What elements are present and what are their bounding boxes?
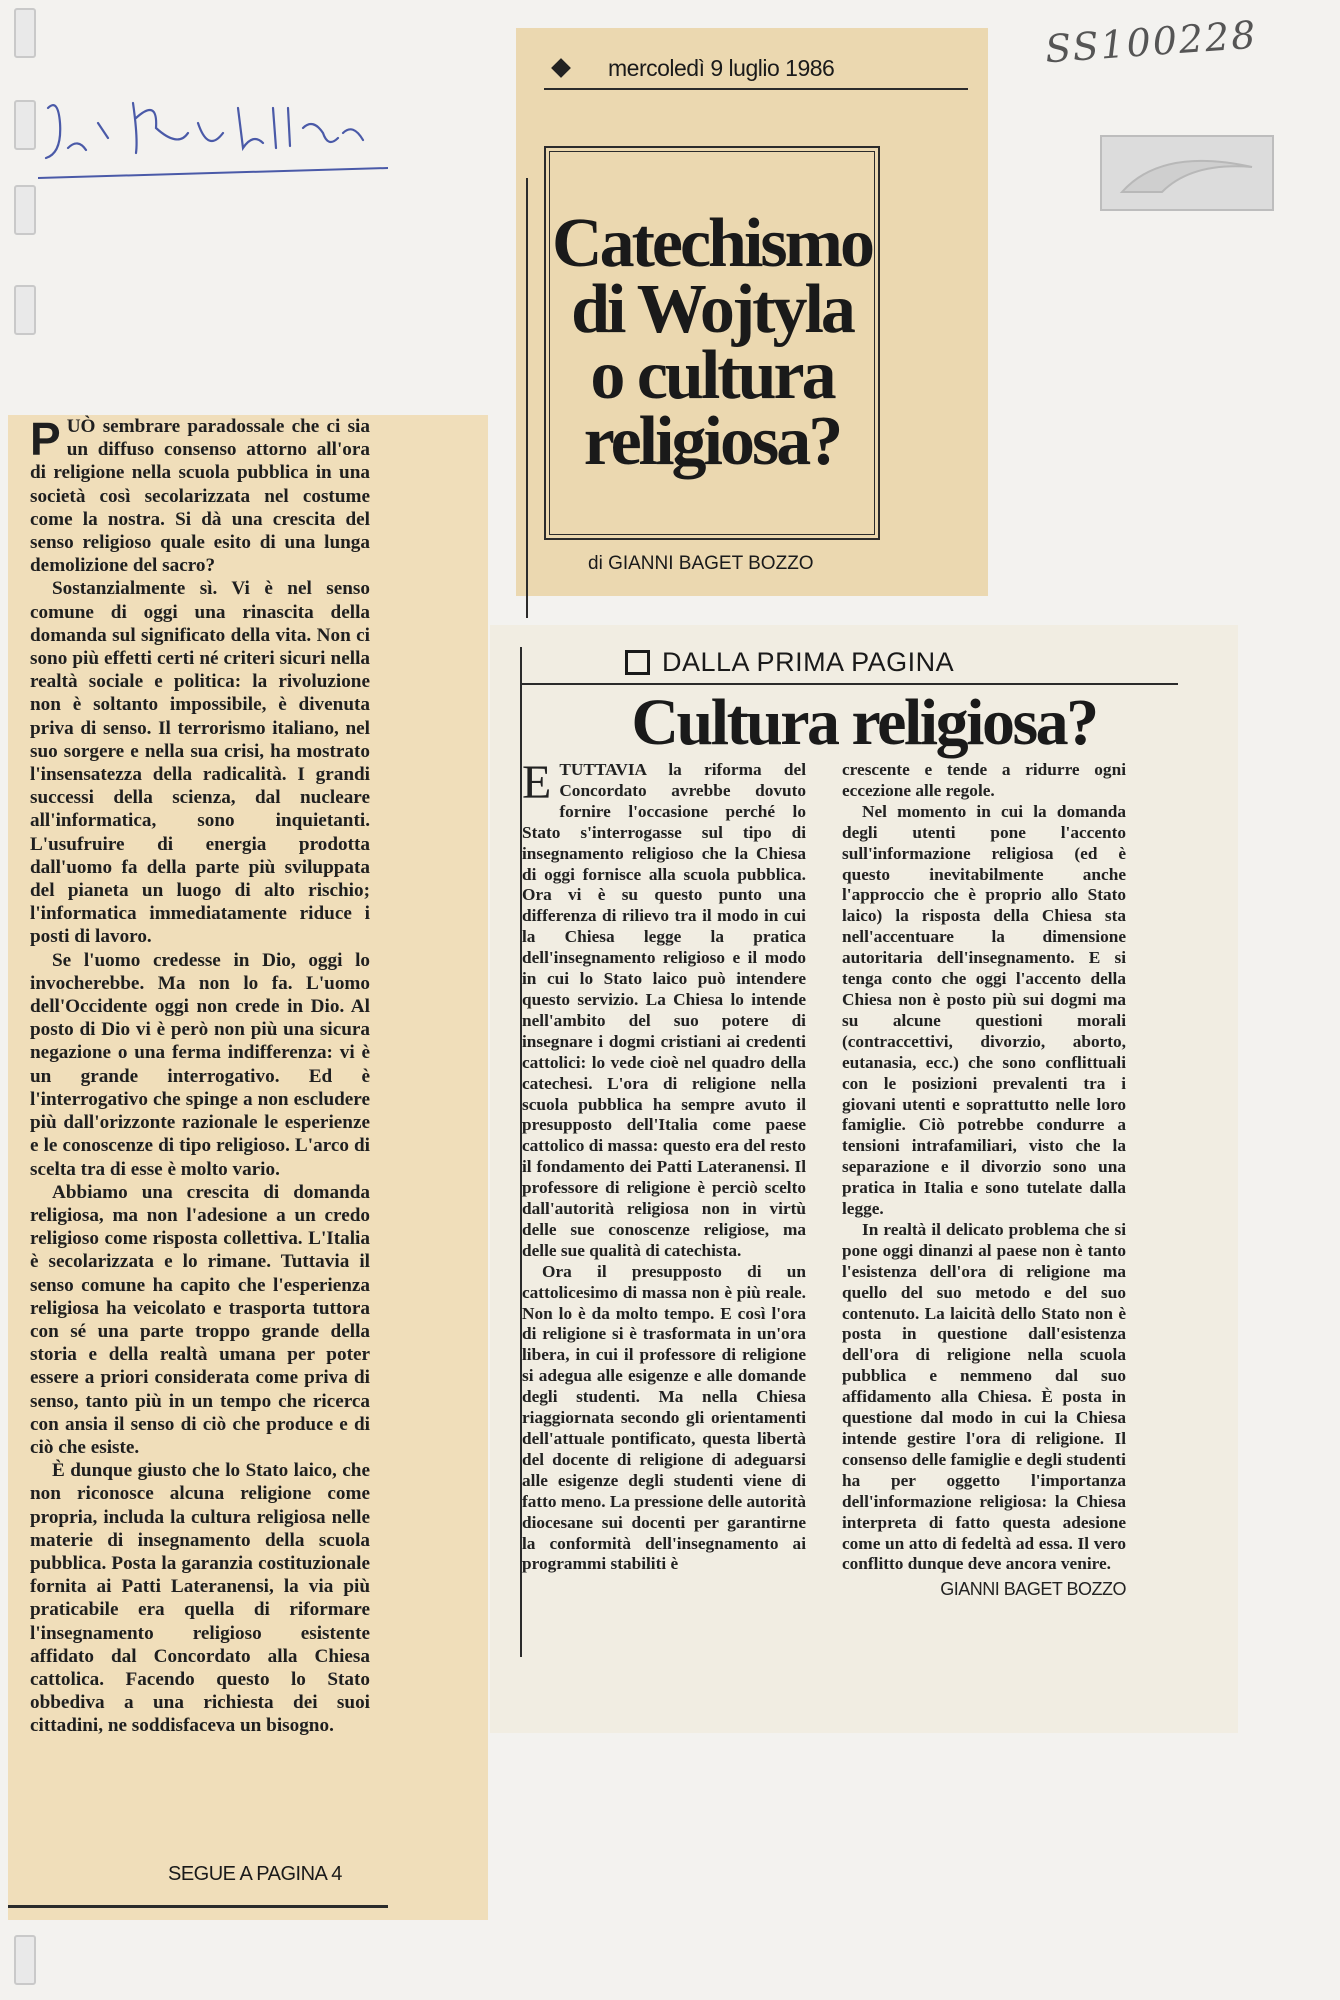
column-rule [526, 178, 528, 618]
bottom-rule [8, 1905, 388, 1908]
checkbox-icon [625, 650, 650, 675]
byline: di GIANNI BAGET BOZZO [588, 553, 814, 574]
paragraph: ETUTTAVIA la riforma del Concordato avrebbe dovuto fornire l'occasione perché lo Stato s'interrogasse sul tipo di insegnamento religioso che la Chiesa di oggi fornisce alla scuola pubblica. Ora vi è su questo punto una differenza di rilievo tra il modo in cui la Chiesa legge la pratica dell'insegnamento religioso e il modo in cui lo Stato laico può intendere questo servizio. La Chiesa lo intende nell'ambito del suo potere di insegnare i dogmi cristiani ai credenti cattolici: lo vede cioè nel quadro della catechesi. L'ora di religione nella scuola pubblica ha sempre avuto il presupposto dell'Italia come paese cattolico di massa: questo era del resto il fondamento dei Patti Lateranensi. Il professore di religione è perciò scelto dall'autorità religiosa non in virtù delle sue conoscenze religiose, ma delle sue qualità di catechista. [522, 756, 806, 1260]
left-column-clipping [8, 415, 488, 1920]
title-clipping [516, 28, 988, 596]
paragraph: Se l'uomo credesse in Dio, oggi lo invocherebbe. Ma non lo fa. L'uomo dell'Occidente oggi non crede in Dio. Al posto di Dio vi è però non più una sicura negazione o una ferma indifferenza: vi è un grande interrogativo. Ed è l'interrogativo che spinge a non escludere più dall'orizzonte razionale le esperienze e le conoscenze di tipo religioso. L'arco di scelta tra di esse è molto vario. [30, 949, 370, 1180]
paragraph: crescente e tende a ridurre ogni eccezione alle regole. [842, 760, 1126, 800]
binder-hole [14, 8, 36, 58]
binder-hole [14, 285, 36, 335]
publication-date: mercoledì 9 luglio 1986 [608, 54, 835, 81]
drop-cap: E [522, 756, 552, 809]
binder-hole [14, 1935, 36, 1985]
article-column-2 [842, 760, 1126, 1600]
headline: Catechismo di Wojtyla o cultura religiosa? [552, 205, 872, 480]
section-heading [625, 647, 954, 678]
dateline [544, 48, 968, 90]
continuation-note: SEGUE A PAGINA 4 [168, 1863, 342, 1885]
right-article-clipping [490, 625, 1238, 1733]
section-label: DALLA PRIMA PAGINA [662, 647, 955, 677]
article-column-1 [522, 756, 806, 1575]
paragraph: È dunque giusto che lo Stato laico, che non riconosce alcuna religione come propria, includa la cultura religiosa nelle materie di insegnamento della scuola pubblica. Posta la garanzia costituzionale fornita ai Patti Lateranensi, la via più praticabile era quella di riformare l'insegnamento religioso esistente affidato dal Concordato alla Chiesa cattolica. Facendo questo lo Stato obbediva a una richiesta dei suoi cittadini, ne soddisfaceva un bisogno. [30, 1460, 370, 1737]
handwritten-source-note [38, 78, 398, 188]
signature: GIANNI BAGET BOZZO [940, 1579, 1126, 1600]
article-title: Cultura religiosa? [631, 686, 1097, 759]
paragraph: In realtà il delicato problema che si pone oggi dinanzi al paese non è tanto l'esistenza dell'ora di religione ma quello del suo metodo e del suo contenuto. La laicità dello Stato non è posta in questione dall'esistenza dell'ora di religione nella scuola pubblica e nemmeno dal suo affidamento alla Chiesa. È posta in questione dal modo in cui la Chiesa intende gestire l'ora di religione. Il consenso delle famiglie e degli studenti ha per oggetto l'importanza dell'informazione religiosa: la Chiesa interpreta di fatto questa adesione come un atto di fedeltà ad essa. Il vero conflitto dunque deve ancora venire. [842, 1219, 1126, 1574]
letterhead-logo [1100, 135, 1274, 211]
paragraph: Sostanzialmente sì. Vi è nel senso comune di oggi una rinascita della domanda sul significato della vita. Non ci sono più effetti certi né criteri sicuri nella realtà sociale e politica: la rivoluzione non è soltanto impossibile, è divenuta priva di senso. Il terrorismo italiano, nel suo sorgere e nella sua crisi, ha mostrato l'insensatezza della radicalità. I grandi successi della scienza, dal nucleare all'informatica, sono inquietanti. L'usufruire di energia prodotta dall'uomo fa della parte più sviluppata del pianeta un luogo di alto rischio; l'informatica immediatamente riduce i posti di lavoro. [30, 578, 370, 948]
headline-box [544, 146, 880, 540]
drop-cap: P [30, 413, 61, 465]
archive-code: SS100228 [1043, 12, 1259, 72]
paragraph: Abbiamo una crescita di domanda religiosa, ma non l'adesione a un credo religioso come risposta collettiva. L'Italia è secolarizzata e lo rimane. Tuttavia il senso comune ha capito che l'esperienza religiosa ha veicolato e trasporta tuttora con sé una parte troppo grande della storia e della realtà umana per poter essere a priori considerata come priva di senso, tanto più in un tempo che ricerca con ansia il senso di ciò che produce e di ciò che esiste. [30, 1181, 370, 1458]
binder-hole [14, 185, 36, 235]
binder-hole [14, 100, 36, 150]
left-column-text [30, 415, 370, 1738]
paragraph: Ora il presupposto di un cattolicesimo di massa non è più reale. Non lo è da molto tempo. E così l'ora di religione si è trasformata in un'ora libera, in cui il professore di religione si adegua alle esigenze e alle domande degli studenti. Ma nella Chiesa riaggiornata secondo gli orientamenti dell'attuale pontificato, questa libertà del docente di religione di adeguarsi alle esigenze degli studenti viene di fatto meno. La pressione delle autorità diocesane sui docenti per garantirne la conformità dell'insegnamento ai programmi stabiliti è [522, 1261, 806, 1574]
paragraph: PUÒ sembrare paradossale che ci sia un diffuso consenso attorno all'ora di religione nella scuola pubblica in una società così secolarizzata nel costume come la nostra. Si dà una crescita del senso religioso quale esito di una lunga demolizione del sacro? [30, 413, 370, 577]
diamond-icon [551, 58, 571, 78]
paragraph: Nel momento in cui la domanda degli utenti pone l'accento sull'informazione religiosa (ed è questo inevitabilmente anche l'approccio che è proprio allo Stato laico) la risposta della Chiesa sta nell'accentuare la dimensione autoritaria dell'insegnamento. E si tenga conto che oggi l'accento della Chiesa non è posto più sui dogmi ma su alcune questioni morali (contraccettivi, divorzio, aborto, eutanasia, ecc.) che sono conflittuali con le posizioni prevalenti tra i giovani utenti e soprattutto nelle loro famiglie. Ciò potrebbe condurre a tensioni intrafamiliari, visto che la separazione e il divorzio sono una pratica in Italia e sono tutelate dalla legge. [842, 801, 1126, 1219]
